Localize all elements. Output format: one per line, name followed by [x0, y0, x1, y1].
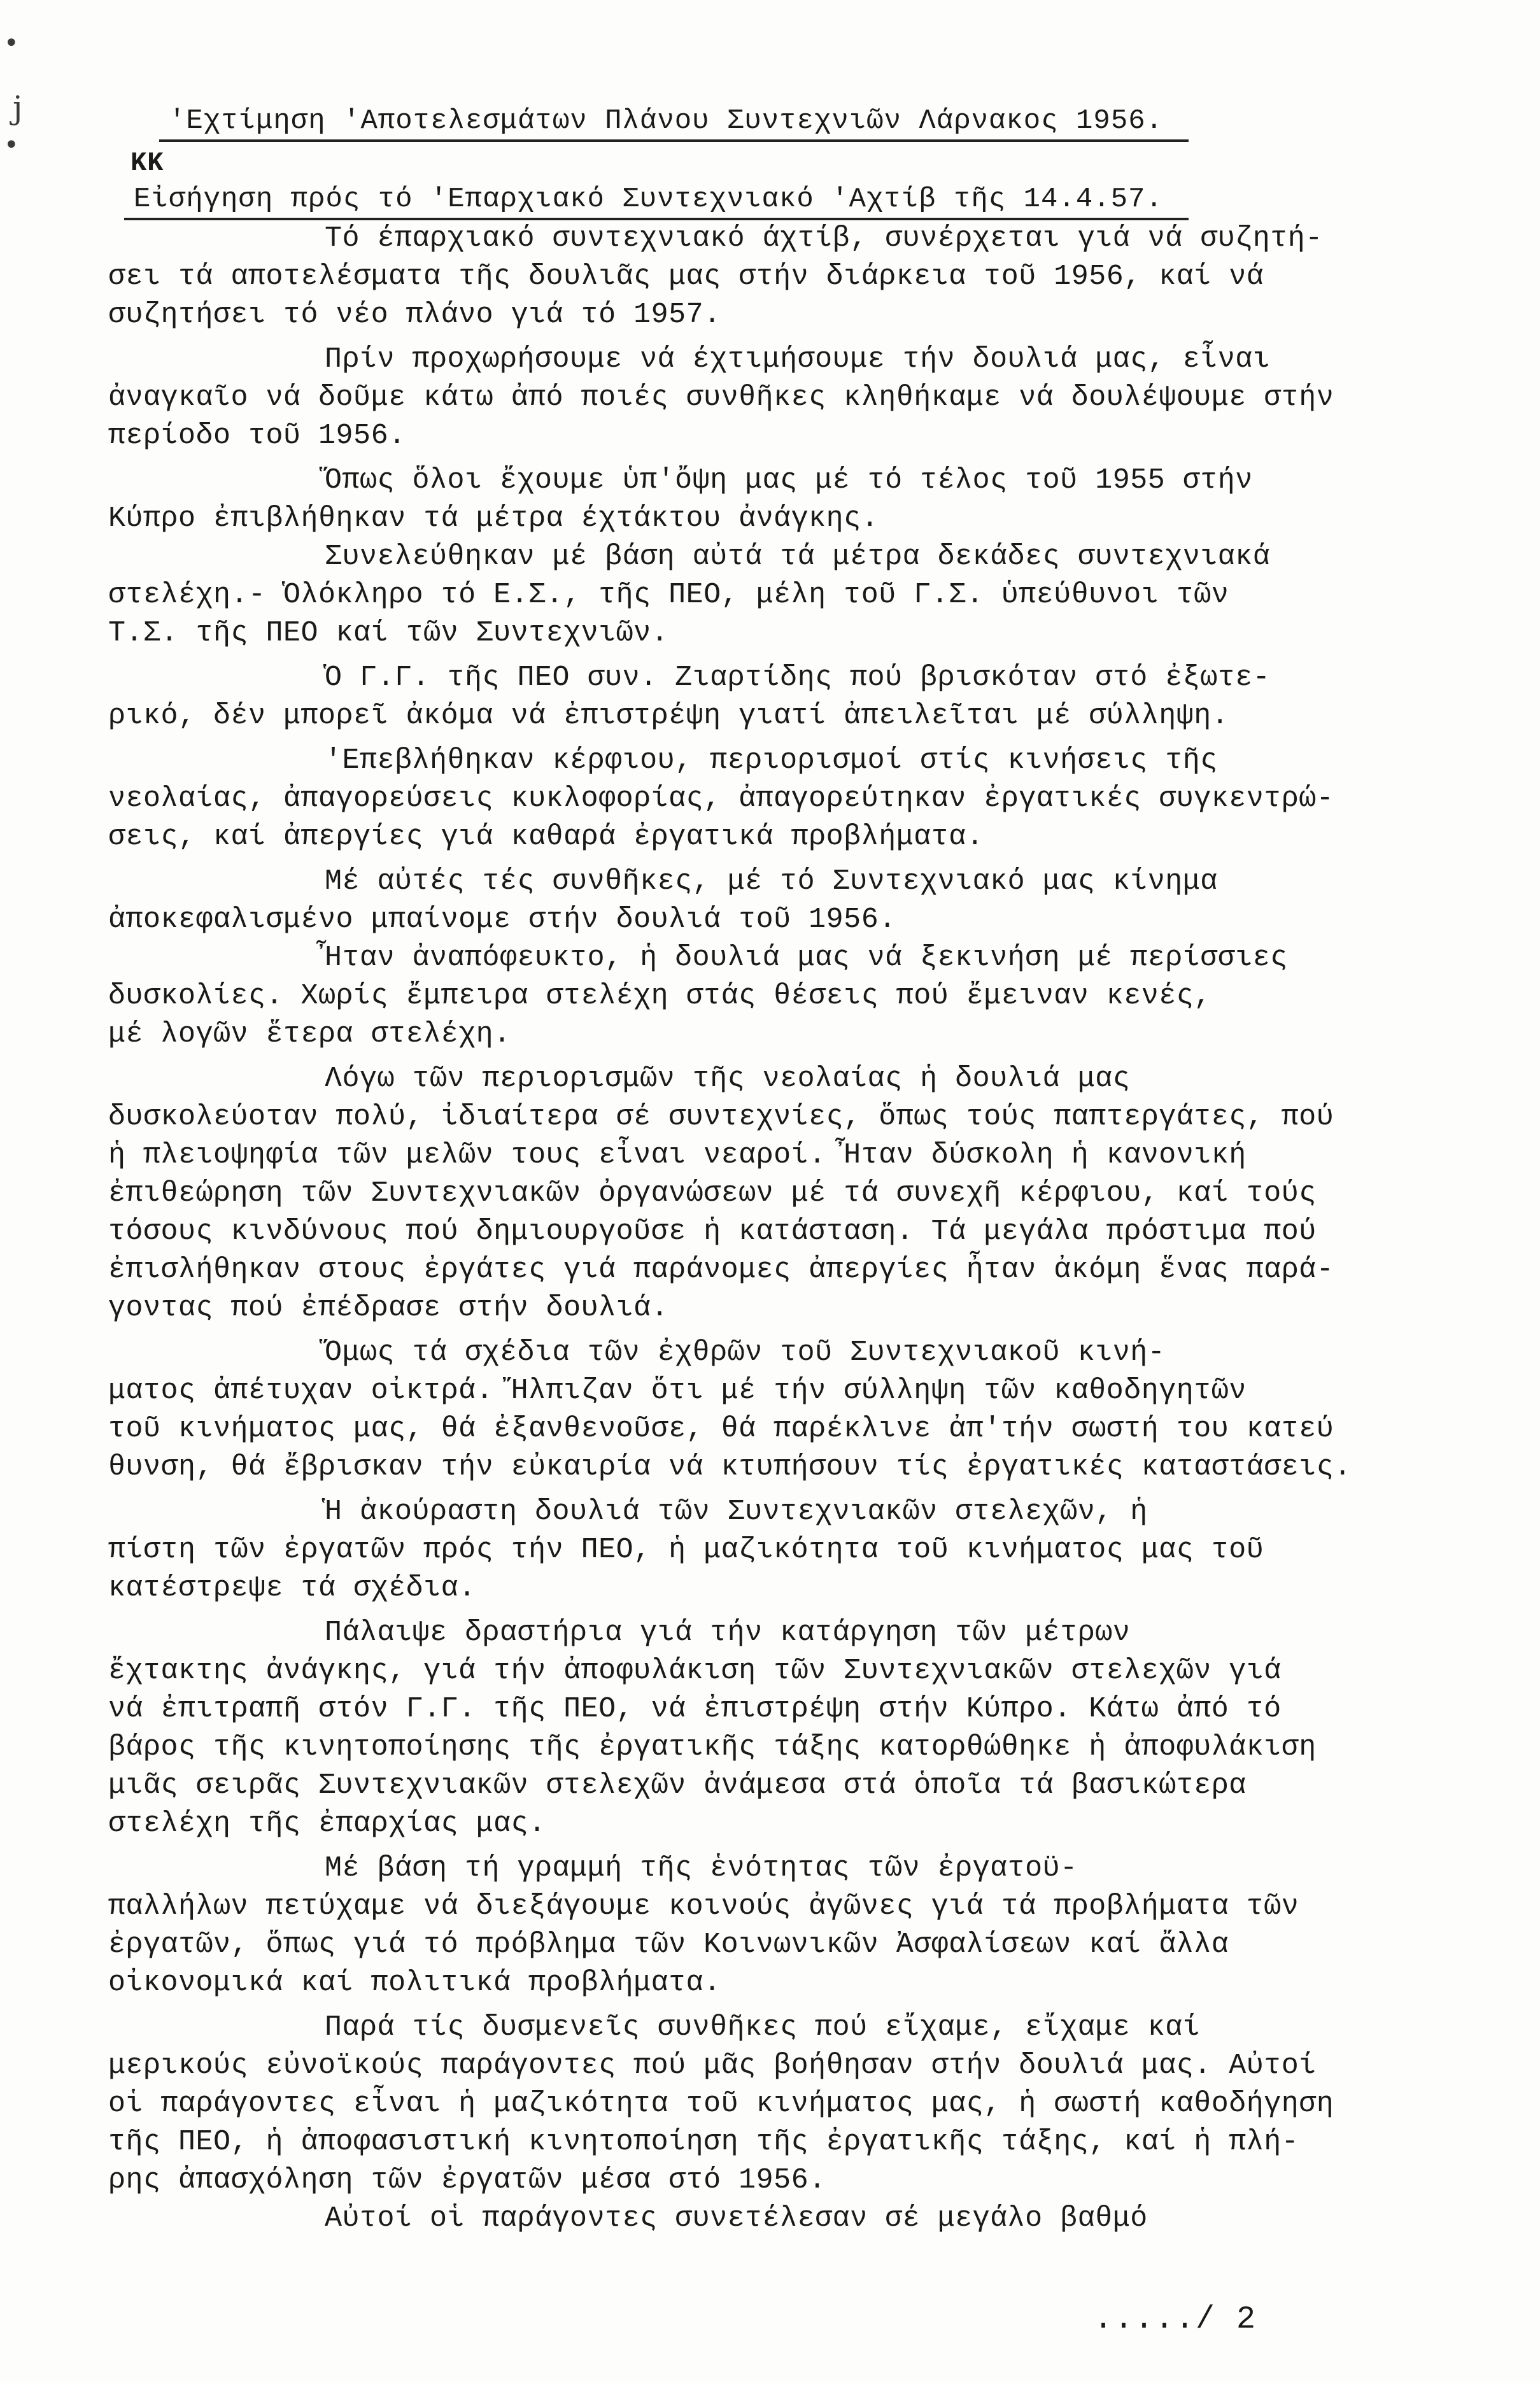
paragraph-10: Ὅμως τά σχέδια τῶν ἐχθρῶν τοῦ Συντεχνιακοῦ κινή- ματος ἀπέτυχαν οἰκτρά. Ἤλπιζαν ὅτι μέ τήν σύλληψη τῶν καθοδηγητῶν τοῦ κινήματος μας, θά ἐξανθενοῦσε, θά παρέκλινε ἀπ'τήν σωστή του κατεύ θυνση, θά ἔβρισκαν τήν εὐκαιρία νά κτυπήσουν τίς ἐργατικές καταστάσεις.	[108, 1336, 1352, 1483]
page-number: ...../ 2	[1093, 2302, 1257, 2338]
document-subtitle: Εἰσήγηση πρός τό 'Επαρχιακό Συντεχνιακό 'Αχτίβ τῆς 14.4.57.	[134, 183, 1163, 215]
title-underline	[159, 139, 1189, 142]
paragraph-5: Ὁ Γ.Γ. τῆς ΠΕΟ συν. Ζιαρτίδης πού βρισκόταν στό ἐξωτε- ρικό, δέν μπορεῖ ἀκόμα νά ἐπιστρέψη γιατί ἀπειλεῖται μέ σύλληψη.	[108, 661, 1271, 732]
scan-mark-mid: j	[13, 89, 23, 126]
paragraph-11: Ἡ ἀκούραστη δουλιά τῶν Συντεχνιακῶν στελεχῶν, ἡ πίστη τῶν ἐργατῶν πρός τήν ΠΕΟ, ἡ μαζικότητα τοῦ κινήματος μας τοῦ κατέστρεψε τά σχέδια.	[108, 1496, 1264, 1604]
paragraph-14: Παρά τίς δυσμενεῖς συνθῆκες πού εἴχαμε, εἴχαμε καί μερικούς εὐνοϊκούς παράγοντες πού μᾶς βοήθησαν στήν δουλιά μας. Αὐτοί οἱ παράγοντες εἶναι ἡ μαζικότητα τοῦ κινήματος μας, ἡ σωστή καθοδήγηση τῆς ΠΕΟ, ἡ ἀποφασιστική κινητοποίηση τῆς ἐργατικῆς τάξης, καί ἡ πλή- ρης ἀπασχόληση τῶν ἐργατῶν μέσα στό 1956.	[108, 2011, 1334, 2196]
document-title: 'Εχτίμηση 'Αποτελεσμάτων Πλάνου Συντεχνιῶν Λάρνακος 1956.	[169, 105, 1164, 137]
paragraph-4: Συνελεύθηκαν μέ βάση αὐτά τά μέτρα δεκάδες συντεχνιακά στελέχη.- Ὁλόκληρο τό Ε.Σ., τῆς ΠΕΟ, μέλη τοῦ Γ.Σ. ὑπεύθυνοι τῶν Τ.Σ. τῆς ΠΕΟ καί τῶν Συντεχνιῶν.	[108, 541, 1271, 649]
paragraph-9: Λόγω τῶν περιορισμῶν τῆς νεολαίας ἡ δουλιά μας δυσκολεύοταν πολύ, ἰδιαίτερα σέ συντεχνίες, ὅπως τούς παπτεργάτες, πού ἡ πλειοψηφία τῶν μελῶν τους εἶναι νεαροί. Ἦταν δύσκολη ἡ κανονική ἐπιθεώρηση τῶν Συντεχνιακῶν ὀργανώσεων μέ τά συνεχῆ κέρφιου, καί τούς τόσους κινδύνους πού δημιουργοῦσε ἡ κατάσταση. Τά μεγάλα πρόστιμα πού ἐπισλήθηκαν στους ἐργάτες γιά παράνομες ἀπεργίες ἦταν ἀκόμη ἕνας παρά- γοντας πού ἐπέδρασε στήν δουλιά.	[108, 1063, 1334, 1324]
paragraph-8: Ἦταν ἀναπόφευκτο, ἡ δουλιά μας νά ξεκινήση μέ περίσσιες δυσκολίες. Χωρίς ἔμπειρα στελέχη στάς θέσεις πού ἔμειναν κενές, μέ λογῶν ἕτερα στελέχη.	[108, 942, 1288, 1050]
paragraph-12: Πάλαιψε δραστήρια γιά τήν κατάργηση τῶν μέτρων ἔχτακτης ἀνάγκης, γιά τήν ἀποφυλάκιση τῶν Συντεχνιακῶν στελεχῶν γιά νά ἐπιτραπῆ στόν Γ.Γ. τῆς ΠΕΟ, νά ἐπιστρέψη στήν Κύπρο. Κάτω ἀπό τό βάρος τῆς κινητοποίησης τῆς ἐργατικῆς τάξης κατορθώθηκε ἡ ἀποφυλάκιση μιᾶς σειρᾶς Συντεχνιακῶν στελεχῶν ἀνάμεσα στά ὁποῖα τά βασικώτερα στελέχη τῆς ἐπαρχίας μας.	[108, 1616, 1317, 1840]
paragraph-15: Αὐτοί οἱ παράγοντες συνετέλεσαν σέ μεγάλο βαθμό	[325, 2202, 1148, 2235]
paragraph-6: 'Επεβλήθηκαν κέρφιου, περιορισμοί στίς κινήσεις τῆς νεολαίας, ἀπαγορεύσεις κυκλοφορίας, ἀπαγορεύτηκαν ἐργατικές συγκεντρώ- σεις, καί ἀπεργίες γιά καθαρά ἐργατικά προβλήματα.	[108, 744, 1334, 853]
document-subtitle-line	[134, 183, 1163, 215]
document-title-line	[169, 105, 1163, 137]
paragraph-2: Πρίν προχωρήσουμε νά έχτιμήσουμε τήν δουλιά μας, εἶναι ἀναγκαῖο νά δοῦμε κάτω ἀπό ποιές συνθῆκες κληθήκαμε νά δουλέψουμε στήν περίοδο τοῦ 1956.	[108, 343, 1334, 452]
paragraph-3: Ὅπως ὅλοι ἔχουμε ὑπ'ὄψη μας μέ τό τέλος τοῦ 1955 στήν Κύπρο ἐπιβλήθηκαν τά μέτρα έχτάκτου ἀνάγκης.	[108, 464, 1253, 535]
scan-mark-top: •	[4, 29, 19, 58]
document-body	[108, 220, 1471, 2238]
document-code: ΚΚ	[131, 148, 164, 178]
paragraph-13: Μέ βάση τή γραμμή τῆς ἑνότητας τῶν ἐργατοϋ- παλλήλων πετύχαμε νά διεξάγουμε κοινούς ἀγῶνες γιά τά προβλήματα τῶν ἐργατῶν, ὅπως γιά τό πρόβλημα τῶν Κοινωνικῶν Ἀσφαλίσεων καί ἄλλα οἰκονομικά καί πολιτικά προβλήματα.	[108, 1852, 1299, 1999]
paragraph-1: Τό έπαρχιακό συντεχνιακό άχτίβ, συνέρχεται γιά νά συζητή- σει τά αποτελέσματα τῆς δουλιᾶς μας στήν διάρκεια τοῦ 1956, καί νά συζητήσει τό νέο πλάνο γιά τό 1957.	[108, 222, 1323, 331]
paragraph-7: Μέ αὐτές τές συνθῆκες, μέ τό Συντεχνιακό μας κίνημα ἀποκεφαλισμένο μπαίνομε στήν δουλιά τοῦ 1956.	[108, 865, 1218, 936]
scan-mark-bottom: •	[4, 131, 19, 160]
